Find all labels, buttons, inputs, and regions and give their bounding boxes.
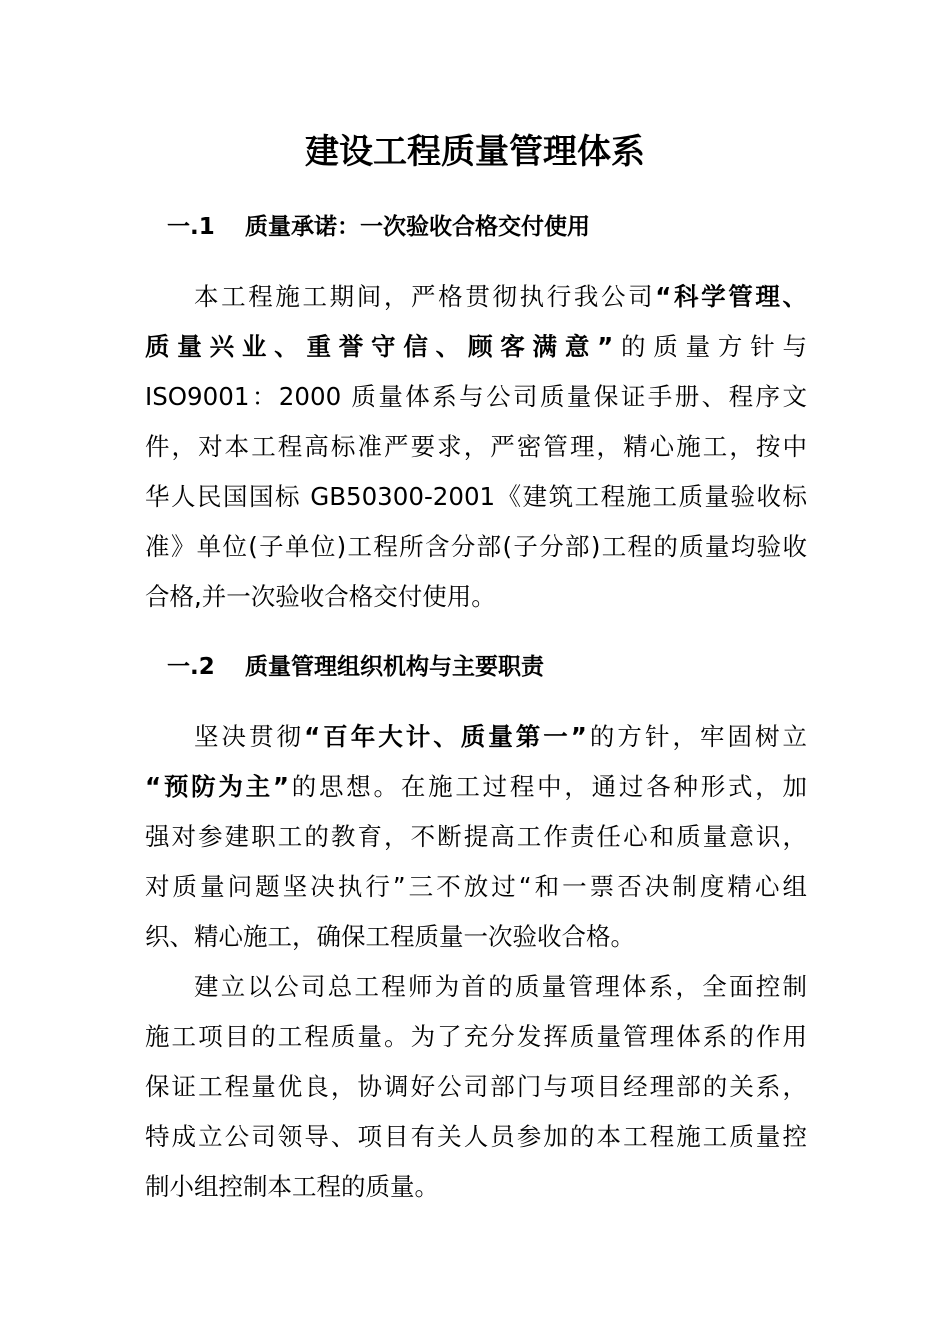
paragraph-line: 施工项目的工程质量。为了充分发挥质量管理体系的作用 bbox=[145, 1022, 807, 1051]
paragraph-line: 特成立公司领导、项目有关人员参加的本工程施工质量控 bbox=[145, 1122, 807, 1151]
paragraph-quality-policy bbox=[145, 712, 807, 962]
paragraph-line: 质量兴业、重誉守信、顾客满意”的质量方针与 bbox=[145, 332, 807, 361]
paragraph-line: 准》单位(子单位)工程所含分部(子分部)工程的质量均验收 bbox=[145, 532, 807, 561]
paragraph-line: 华人民国国标 GB50300-2001《建筑工程施工质量验收标 bbox=[145, 482, 807, 511]
section-title: 质量承诺：一次验收合格交付使用 bbox=[245, 214, 590, 240]
paragraph-line: 本工程施工期间，严格贯彻执行我公司“科学管理、 bbox=[194, 282, 807, 311]
paragraph-line: 建立以公司总工程师为首的质量管理体系，全面控制 bbox=[194, 972, 807, 1001]
paragraph-line: 对质量问题坚决执行”三不放过“和一票否决制度精心组 bbox=[145, 872, 807, 901]
paragraph-line: 制小组控制本工程的质量。 bbox=[145, 1172, 439, 1201]
paragraph-line: 织、精心施工，确保工程质量一次验收合格。 bbox=[145, 922, 635, 951]
paragraph-quality-organization bbox=[145, 962, 807, 1212]
paragraph-line: 坚决贯彻“百年大计、质量第一”的方针，牢固树立 bbox=[194, 722, 807, 751]
paragraph-line: 强对参建职工的教育，不断提高工作责任心和质量意识， bbox=[145, 822, 807, 851]
paragraph-line: “预防为主”的思想。在施工过程中，通过各种形式，加 bbox=[145, 772, 807, 801]
paragraph-line: 合格,并一次验收合格交付使用。 bbox=[145, 582, 496, 611]
paragraph-line: 件，对本工程高标准严要求，严密管理，精心施工，按中 bbox=[145, 432, 807, 461]
section-number: 一.1 bbox=[167, 214, 215, 240]
section-title: 质量管理组织机构与主要职责 bbox=[245, 654, 544, 680]
section-number: 一.2 bbox=[167, 654, 215, 680]
document-title: 建设工程质量管理体系 bbox=[305, 132, 645, 172]
paragraph-line: ISO9001：2000 质量体系与公司质量保证手册、程序文 bbox=[145, 382, 807, 411]
paragraph-line: 保证工程量优良，协调好公司部门与项目经理部的关系， bbox=[145, 1072, 807, 1101]
section-heading-2 bbox=[167, 650, 544, 684]
paragraph-quality-commitment bbox=[145, 272, 807, 622]
section-heading-1 bbox=[167, 210, 590, 244]
